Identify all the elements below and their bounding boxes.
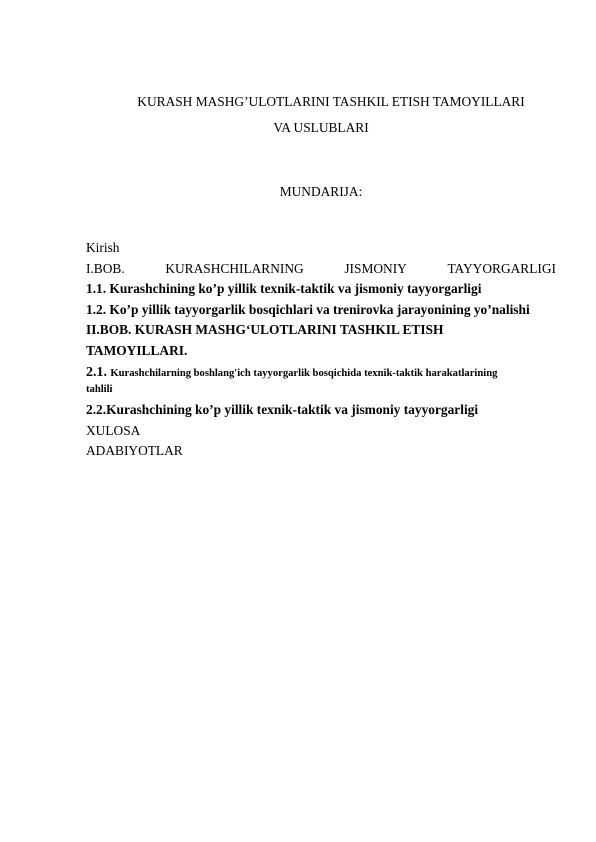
toc-chapter-1-word-4: TAYYORGARLIGI xyxy=(447,260,556,276)
toc-item-2-1 xyxy=(86,361,556,400)
toc-item-1-2: 1.2. Ko’p yillik tayyorgarlik bosqichlari va trenirovka jarayonining yo’nalishi xyxy=(86,301,530,317)
toc-chapter-2-line-2: TAMOYILLARI. xyxy=(86,342,188,358)
toc-chapter-1-word-2: KURASHCHILARNING xyxy=(165,260,304,276)
toc-item-1-1: 1.1. Kurashchining ko’p yillik texnik-taktik va jismoniy tayyorgarligi xyxy=(86,281,482,296)
toc-chapter-1-word-3: JISMONIY xyxy=(344,260,407,276)
toc-chapter-2-line-1: II.BOB. KURASH MASHG‘ULOTLARINI TASHKIL ETISH xyxy=(86,322,444,337)
toc-item-2-1-text-line-1: Kurashchilarning boshlang'ich tayyorgarlik bosqichida texnik-taktik harakatlarining xyxy=(110,368,498,379)
toc-chapter-1 xyxy=(86,259,556,280)
table-of-contents xyxy=(86,238,556,462)
toc-item-2-2: 2.2.Kurashchining ko’p yillik texnik-taktik va jismoniy tayyorgarligi xyxy=(86,402,479,417)
toc-chapter-1-word-1: I.BOB. xyxy=(86,260,125,276)
toc-references: ADABIYOTLAR xyxy=(86,443,183,458)
toc-item-2-1-text-line-2: tahlili xyxy=(86,384,113,395)
toc-intro: Kirish xyxy=(86,240,120,255)
toc-item-2-1-number: 2.1. xyxy=(86,365,107,380)
toc-conclusion: XULOSA xyxy=(86,422,141,438)
document-title-line-2: VA USLUBLARI xyxy=(273,120,369,135)
contents-heading: MUNDARIJA: xyxy=(279,184,363,199)
document-title-line-1: KURASH MASHG’ULOTLARINI TASHKIL ETISH TAMOYILLARI xyxy=(137,94,525,109)
